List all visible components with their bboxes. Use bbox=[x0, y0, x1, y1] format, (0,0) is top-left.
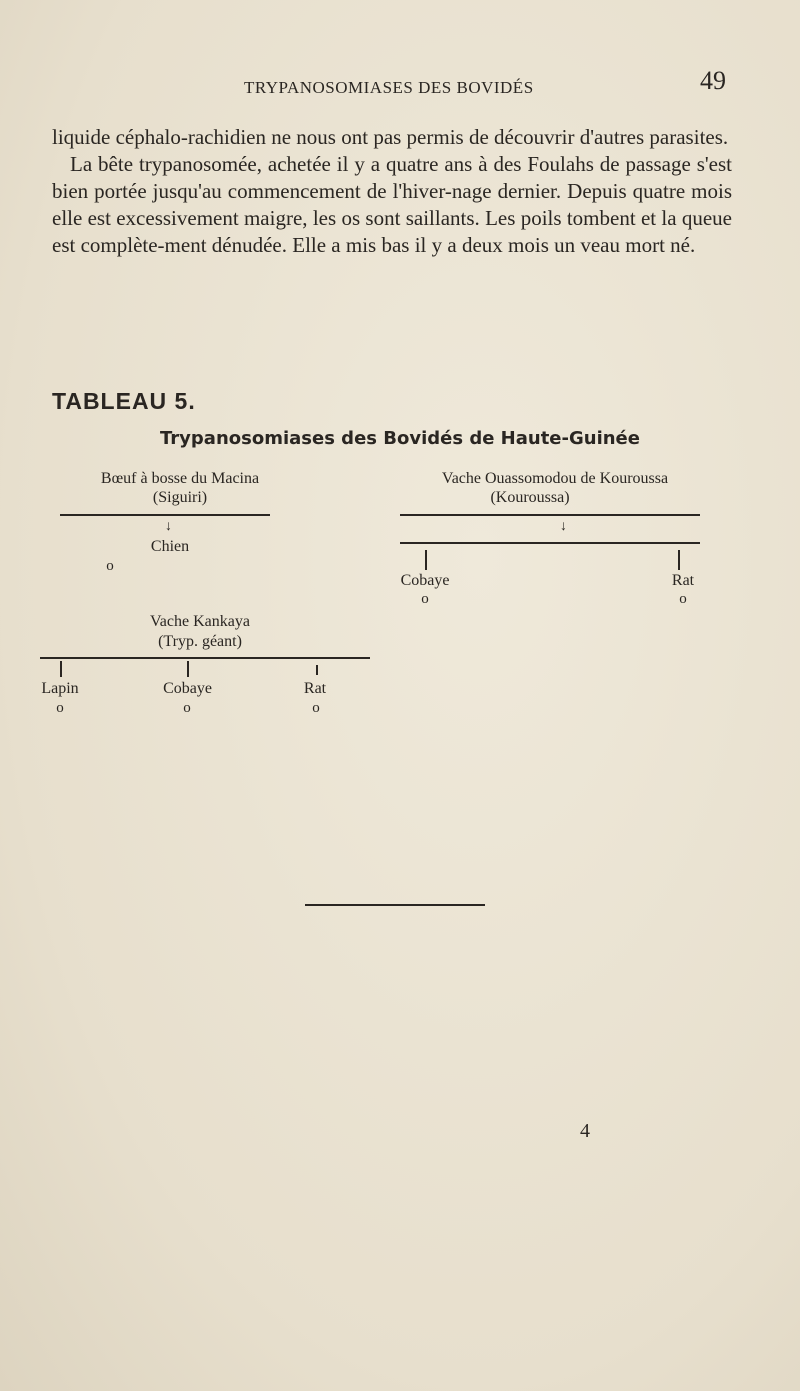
left-child-result: o bbox=[106, 558, 114, 574]
table-label: TABLEAU 5. bbox=[52, 388, 196, 414]
right-leaf-cobaye: Cobaye bbox=[400, 572, 450, 589]
left-second-rule bbox=[40, 657, 370, 659]
paragraph-2: La bête trypanosomée, achetée il y a quatre ans à des Foulahs de passage s'est bien portée jusqu'au commencement de l'hiver-nage dernier. Depuis quatre mois elle est excessivement maigre, les os sont saillants. Les poils tombent et la queue est complète-ment dénudée. Elle a mis bas il y a deux mois un veau mort né. bbox=[52, 152, 732, 257]
leaf-lapin-result: o bbox=[56, 700, 64, 716]
leaf-cobaye-result: o bbox=[183, 700, 191, 716]
signature-mark: 4 bbox=[580, 1120, 590, 1142]
left-arrow-icon: ↓ bbox=[165, 519, 172, 534]
paragraph-1: liquide céphalo-rachidien ne nous ont pas permis de découvrir d'autres parasites. bbox=[52, 125, 729, 149]
right-root-rule bbox=[400, 514, 700, 516]
right-leaf-cobaye-result: o bbox=[421, 591, 429, 607]
right-cobaye-branch bbox=[425, 550, 427, 570]
right-root-line1: Vache Ouassomodou de Kouroussa bbox=[441, 470, 669, 487]
footer-rule bbox=[305, 904, 485, 906]
leaf-lapin: Lapin bbox=[41, 680, 79, 697]
left-root-line2: (Siguiri) bbox=[152, 489, 208, 506]
right-leaf-rat: Rat bbox=[671, 572, 695, 589]
rat-branch bbox=[316, 665, 318, 675]
leaf-cobaye: Cobaye bbox=[163, 680, 212, 697]
right-rat-branch bbox=[678, 550, 680, 570]
right-arrow-icon: ↓ bbox=[560, 519, 567, 534]
left-second-line2: (Tryp. géant) bbox=[158, 633, 242, 650]
running-header: TRYPANOSOMIASES DES BOVIDÉS bbox=[244, 78, 534, 97]
right-leaf-rat-result: o bbox=[679, 591, 687, 607]
left-second-line1: Vache Kankaya bbox=[150, 613, 250, 630]
left-child-name: Chien bbox=[150, 538, 190, 555]
left-root-line1: Bœuf à bosse du Macina bbox=[100, 470, 260, 487]
cobaye-branch bbox=[187, 661, 189, 677]
leaf-rat-result: o bbox=[312, 700, 320, 716]
page-number: 49 bbox=[700, 66, 726, 95]
body-text bbox=[52, 124, 732, 259]
lapin-branch bbox=[60, 661, 62, 677]
table-title: Trypanosomiases des Bovidés de Haute-Guinée bbox=[160, 428, 640, 449]
right-root-line2: (Kouroussa) bbox=[490, 489, 570, 506]
leaf-rat: Rat bbox=[303, 680, 327, 697]
left-root-rule bbox=[60, 514, 270, 516]
right-branch-rule bbox=[400, 542, 700, 544]
